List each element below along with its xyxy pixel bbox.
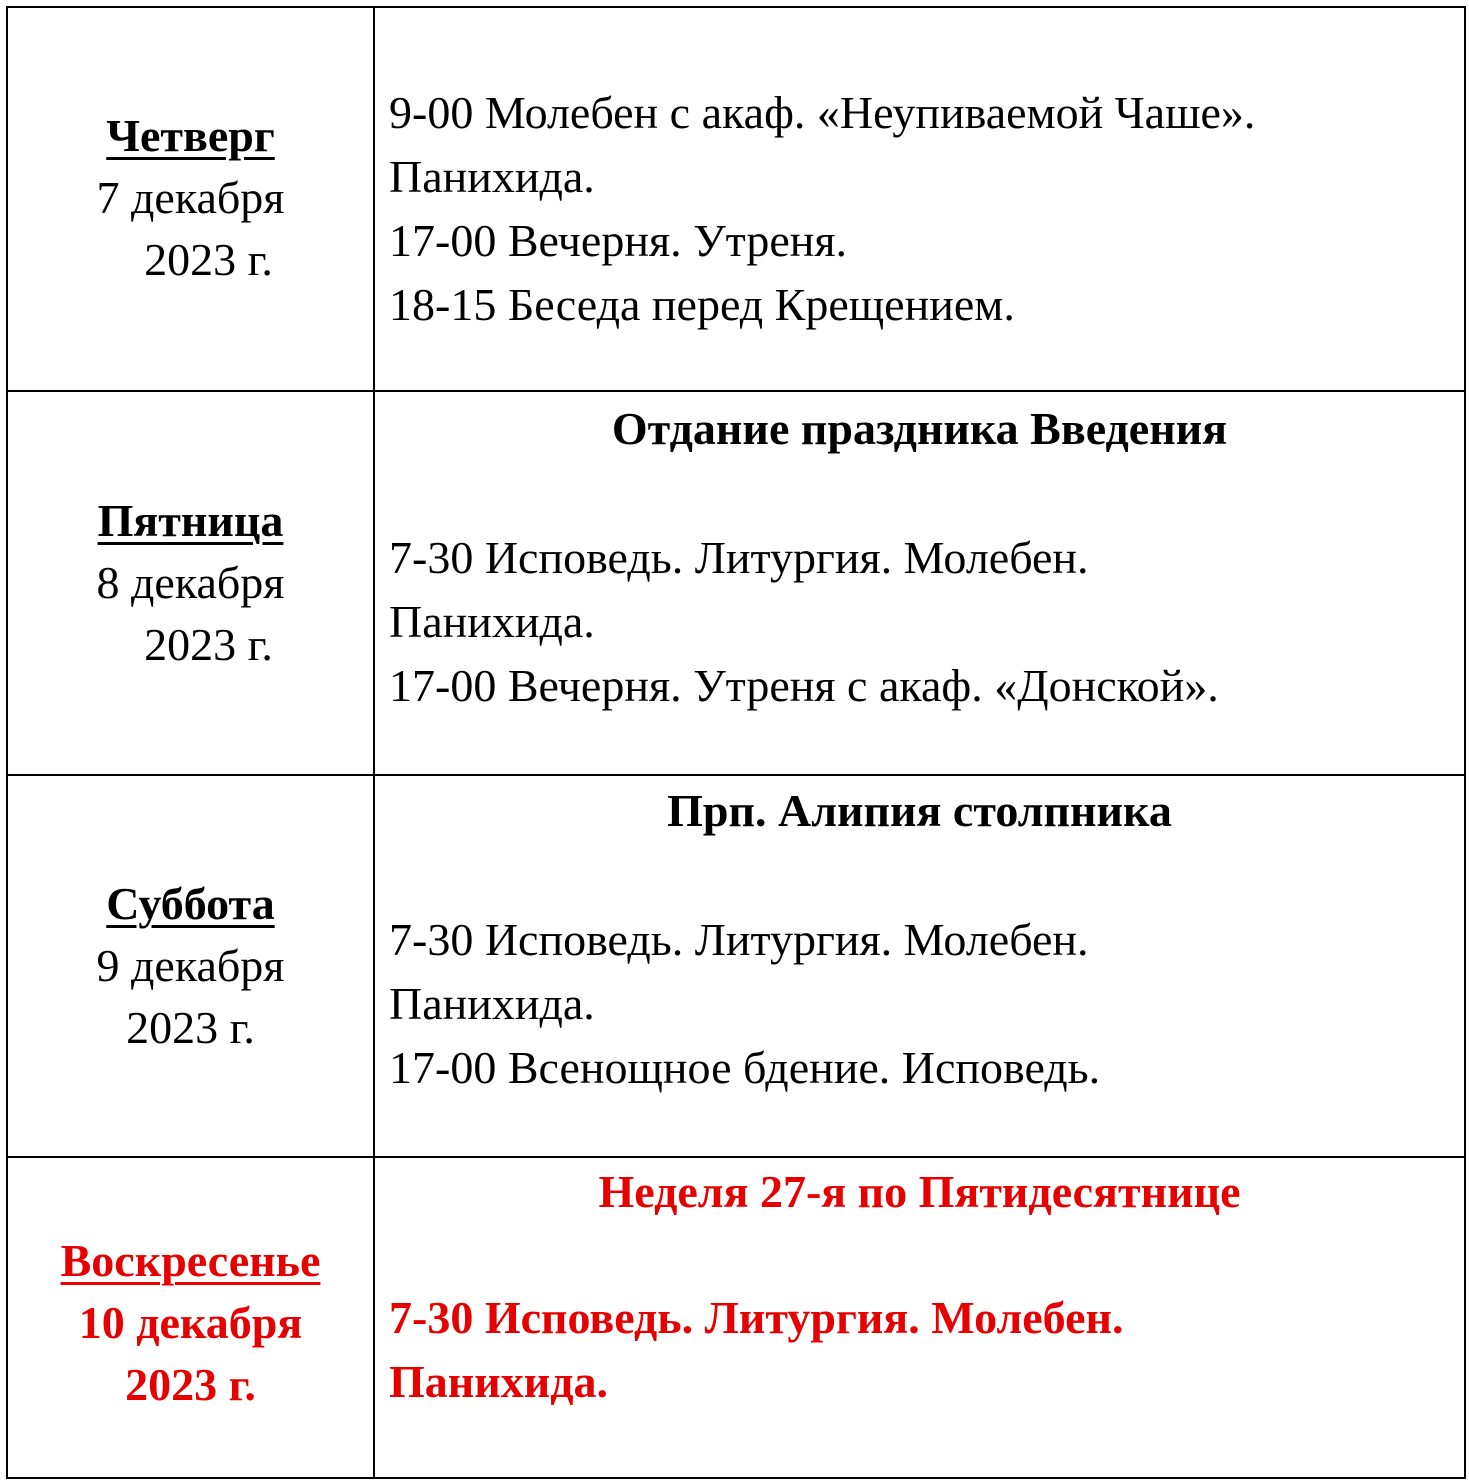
schedule-table [6,6,1466,1479]
weekday-label: Четверг [106,110,275,161]
day-cell [7,7,374,391]
service-list [389,526,1454,718]
service-line: Панихида. [389,978,595,1029]
weekday-label: Суббота [106,878,275,929]
date-label: 7 декабря [96,172,285,223]
services-cell [374,391,1465,775]
service-line: 17-00 Вечерня. Утреня. [389,215,848,266]
year-label: 2023 г. [126,1002,255,1053]
year-label: 2023 г. [125,1358,256,1410]
year-label: 2023 г. [144,619,273,670]
service-list [389,1286,1454,1414]
date-label: 8 декабря [96,557,285,608]
service-line: 9-00 Молебен с акаф. «Неупиваемой Чаше». [389,87,1256,138]
schedule-row-saturday [7,775,1465,1157]
services-cell [374,7,1465,391]
service-line: Панихида. [389,1356,609,1407]
date-label: 9 декабря [96,940,285,991]
feast-title: Отдание праздника Введения [611,403,1228,454]
service-list [389,908,1454,1100]
day-cell [7,775,374,1157]
weekday-label: Воскресенье [60,1234,321,1286]
service-line: 7-30 Исповедь. Литургия. Молебен. [389,1292,1124,1343]
service-line: 7-30 Исповедь. Литургия. Молебен. [389,914,1089,965]
service-line: Панихида. [389,596,595,647]
service-line: Панихида. [389,151,595,202]
year-label: 2023 г. [144,234,273,285]
day-cell [7,1157,374,1478]
service-list [389,81,1454,337]
feast-title: Неделя 27-я по Пятидесятнице [598,1166,1241,1217]
weekday-label: Пятница [97,495,284,546]
day-cell [7,391,374,775]
schedule-row-sunday [7,1157,1465,1478]
services-cell [374,1157,1465,1478]
service-line: 17-00 Вечерня. Утреня с акаф. «Донской». [389,660,1219,711]
service-line: 7-30 Исповедь. Литургия. Молебен. [389,532,1089,583]
services-cell [374,775,1465,1157]
service-line: 17-00 Всенощное бдение. Исповедь. [389,1042,1101,1093]
feast-title: Прп. Алипия столпника [667,785,1172,836]
service-line: 18-15 Беседа перед Крещением. [389,279,1015,330]
schedule-row-friday [7,391,1465,775]
date-label: 10 декабря [78,1296,303,1348]
schedule-row-thursday [7,7,1465,391]
